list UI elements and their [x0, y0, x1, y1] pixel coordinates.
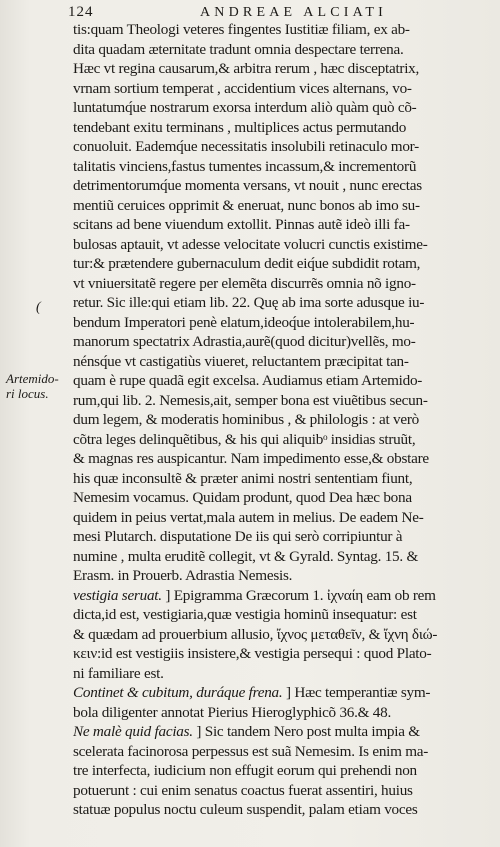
body-text — [73, 20, 491, 820]
text-line: tur:& prætendere gubernaculum dedit eiq́ue subdidit rotam, — [73, 255, 421, 272]
text-line: bulosas aptauit, vt adesse velocitate volucri cunctis existime- — [73, 235, 428, 253]
text-line: statuæ populus noctu culeum suspendit, palam etiam voces — [73, 801, 418, 818]
text-line: vrnam sortium temperat , accidentium vices alternans, vo- — [73, 79, 412, 97]
text-line: retur. Sic ille:qui etiam lib. 22. Quę ab ima sorte adusque iu- — [73, 294, 425, 311]
text-line: dicta,id est, vestigiaria,quæ vestigia hominũ insequatur: est — [73, 606, 417, 623]
text-line: manorum spectatrix Adrastia,aurẽ(quod dicitur)vellẽs, mo- — [73, 333, 416, 350]
lemma-text: ] Sic tandem Nero post multa impia & — [196, 723, 420, 740]
text-line: potuerunt : cui enim senatus coactus fuerat assentiri, huius — [73, 781, 413, 799]
text-line: Nemesim vocamus. Quidam produnt, quod Dea hæc bona — [73, 489, 412, 506]
text-line: & quædam ad prouerbium allusio, ἴχνος μεταθεῖν, & ἴχνη διώ- — [73, 625, 438, 643]
marginal-note-line-2: ri locus. — [6, 386, 49, 401]
text-line: conuoluit. Eademq́ue necessitatis insolubili retinaculo mor- — [73, 138, 419, 155]
lemma-label: Continet & cubitum, duráque frena. — [73, 684, 283, 701]
text-line: ni familiare est. — [73, 664, 164, 682]
text-line: talitatis vinciens,fastus tumentes incassum,& incrementorũ — [73, 157, 417, 175]
text-line: dum legem, & moderatis hominibus , & philologis : at verò — [73, 411, 419, 428]
lemma-text: ] Hæc temperantiæ sym- — [286, 684, 431, 701]
text-line: cõtra leges delinquẽtibus, & his qui aliquibᵒ insidias struũt, — [73, 430, 416, 448]
lemma-label: vestigia seruat. — [73, 586, 162, 604]
marginal-note — [6, 371, 68, 401]
text-line: tendebant exitu terminans , multiplices actus permutando — [73, 118, 407, 136]
lemma-label: Ne malè quid facias. — [73, 723, 193, 740]
text-line: bola diligenter annotat Pierius Hieroglyphicõ 36.& 48. — [73, 703, 392, 721]
lemma-text: ] Epigramma Græcorum 1. ἰχναίη eam ob rem — [165, 586, 436, 604]
text-line: tis:quam Theologi veteres fingentes Iustitiæ filiam, ex ab- — [73, 21, 410, 38]
text-line: nénsq́ue vt castigatiùs viueret, reluctantem præcipitat tan- — [73, 352, 409, 370]
text-line: scitans ad bene viuendum extollit. Pinnas autẽ ideò illi fa- — [73, 216, 410, 233]
commentary-lemma-line — [73, 586, 491, 606]
text-line: quam è rupe quadã egit excelsa. Audiamus etiam Artemido- — [73, 372, 423, 389]
text-line: tre interfecta, iudicium non effugit eorum qui prehendi non — [73, 762, 417, 779]
text-line: luntatumq́ue nostrarum exorsa interdum aliò quàm quò cõ- — [73, 99, 417, 116]
text-line: numine , multa eruditẽ collegit, vt & Gyrald. Syntag. 15. & — [73, 547, 419, 565]
marginal-bracket-mark: ( — [36, 300, 41, 315]
page-number: 124 — [68, 4, 94, 20]
text-line: Erasm. in Prouerb. Adrastia Nemesis. — [73, 567, 293, 584]
text-line: vt vniuersitatẽ regere per elemẽta discurrẽs omnia nõ igno- — [73, 274, 416, 292]
commentary-lemma-line — [73, 683, 491, 703]
text-line: κειν:id est vestigiis insistere,& vestigia persequi : quod Plato- — [73, 645, 432, 662]
text-line: quidem in peius vertat,mala autem in melius. De eadem Ne- — [73, 508, 424, 526]
text-line: mesi Plutarch. disputatione De iis qui serò corripiuntur à — [73, 528, 403, 545]
text-line: bendum Imperatori penè elatum,ideoq́ue intolerabilem,hu- — [73, 313, 415, 331]
text-line: detrimentorumq́ue momenta versans, vt nouit , nunc erectas — [73, 177, 422, 194]
text-line: & magnas res auspicantur. Nam impedimento esse,& obstare — [73, 450, 429, 467]
running-head: ANDREAE ALCIATI — [200, 5, 388, 20]
text-line: his quæ inconsultẽ & præter animi nostri sententiam fiunt, — [73, 469, 413, 487]
text-line: mentiũ ceruices opprimit & eneruat, nunc bonos ab imo su- — [73, 196, 420, 214]
marginal-note-line-1: Artemido- — [6, 371, 59, 386]
text-line: scelerata facinorosa perpessus est suã Nemesim. Is enim ma- — [73, 742, 429, 760]
commentary-lemma-line — [73, 722, 491, 742]
text-line: Hæc vt regina causarum,& arbitra rerum , hæc disceptatrix, — [73, 60, 420, 77]
text-line: rum,qui lib. 2. Nemesis,ait, semper bona est viuẽtibus secun- — [73, 391, 428, 409]
text-line: dita quadam æternitate tradunt omnia despectare terrena. — [73, 40, 404, 58]
